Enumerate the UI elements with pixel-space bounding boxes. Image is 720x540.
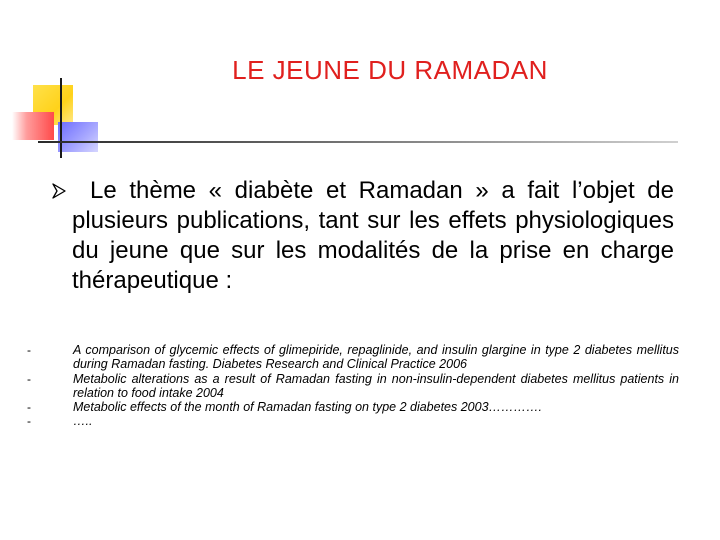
reference-dash: - (27, 414, 31, 429)
reference-item-3 (27, 400, 679, 415)
reference-item-1 (27, 343, 679, 372)
decor-vertical-line (60, 78, 62, 158)
reference-text: ….. (73, 414, 93, 429)
reference-dash: - (27, 343, 31, 357)
slide-title: LE JEUNE DU RAMADAN (232, 55, 548, 85)
reference-dash: - (27, 400, 31, 415)
reference-text: A comparison of glycemic effects of glimepiride, repaglinide, and insulin glargine in type 2 diabetes mellitus during Ramadan fasting. Diabetes Research and Clinical Practice 2006 (73, 343, 679, 372)
decor-horizontal-line (38, 141, 678, 143)
reference-list (27, 343, 679, 429)
reference-text: Metabolic alterations as a result of Ramadan fasting in non-insulin-dependent diabetes mellitus patients in relation to food intake 2004 (73, 371, 679, 400)
reference-item-4 (27, 414, 679, 429)
reference-text: Metabolic effects of the month of Ramadan fasting on type 2 diabetes 2003…………. (73, 400, 543, 415)
decor-red-bar (12, 112, 54, 140)
decor-blue-square (58, 122, 98, 152)
arrow-head-icon (52, 183, 66, 199)
reference-item-2 (27, 371, 679, 401)
reference-dash: - (27, 371, 31, 386)
main-paragraph: Le thème « diabète et Ramadan » a fait l’objet de plusieurs publications, tant sur les effets physiologiques du jeune que sur les modalités de la prise en charge thérapeutique : (72, 177, 674, 294)
